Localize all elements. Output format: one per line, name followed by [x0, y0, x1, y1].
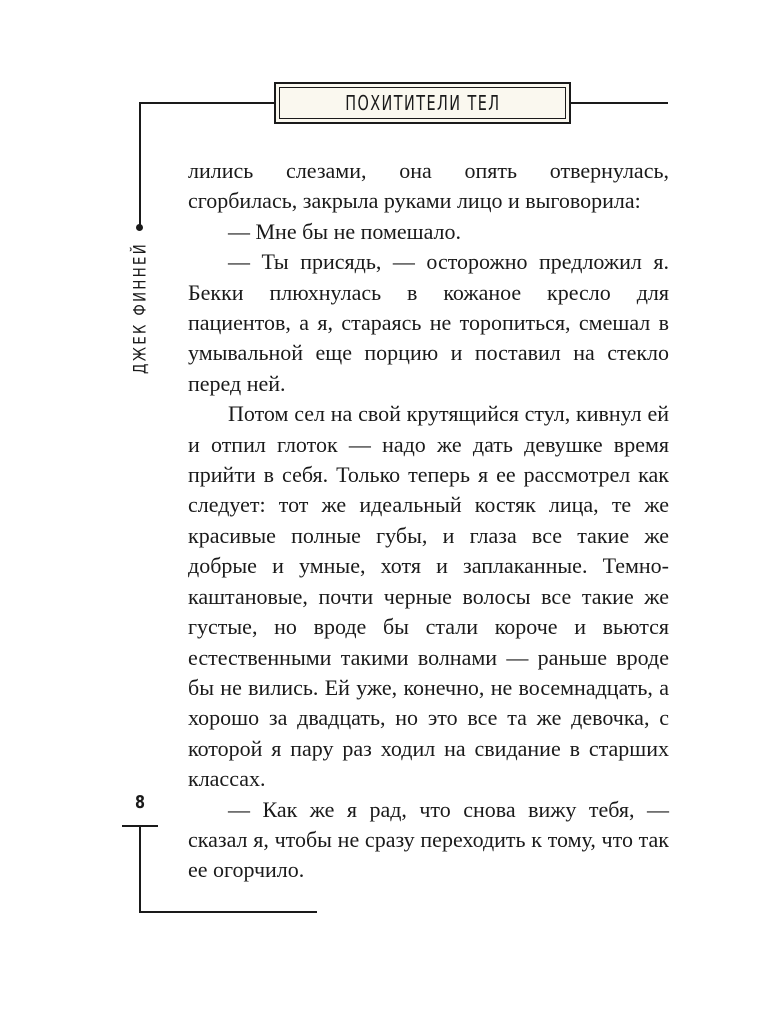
- paragraph: — Ты присядь, — осторожно предложил я. Бекки плюхнулась в кожаное кресло для пациентов, а я, стараясь не торопиться, смешал в умывальной еще порцию и поставил на стекло перед ней.: [188, 249, 669, 396]
- page-number: 8: [134, 792, 146, 813]
- running-title-box: [274, 82, 571, 124]
- author-name: ДЖЕК ФИННЕЙ: [131, 242, 151, 374]
- paragraph: — Как же я рад, что снова вижу тебя, — сказал я, чтобы не сразу переходить к тому, что так ее огорчило.: [188, 796, 669, 883]
- body-text: [188, 156, 669, 886]
- paragraph: Потом сел на свой крутящийся стул, кивнул ей и отпил глоток — надо же дать девушке время прийти в себя. Только теперь я ее рассмотрел как следует: тот же идеальный костяк лица, те же красивые полные губы, и глаза все такие же добрые и умные, хотя и заплаканные. Темно-каштановые, почти черные волосы все такие же густые, но вроде бы стали короче и вьются естественными такими волнами — раньше вроде бы не вились. Ей уже, конечно, не восемнадцать, а хорошо за двадцать, но это все та же девочка, с которой я пару раз ходил на свидание в старших классах.: [188, 401, 669, 792]
- running-title: ПОХИТИТЕЛИ ТЕЛ: [344, 91, 501, 115]
- paragraph: лились слезами, она опять отвернулась, сгорбилась, закрыла руками лицо и выговорила:: [188, 158, 669, 214]
- sidebar-ornament-dot: [136, 224, 143, 231]
- header-rule-left: [139, 102, 274, 104]
- author-name-container: [125, 244, 157, 372]
- paragraph: — Мне бы не помешало.: [228, 218, 462, 244]
- sidebar-rule-bottom: [139, 825, 141, 913]
- header-rule-right: [571, 102, 668, 104]
- footer-rule: [139, 911, 317, 913]
- sidebar-rule-top: [139, 102, 141, 226]
